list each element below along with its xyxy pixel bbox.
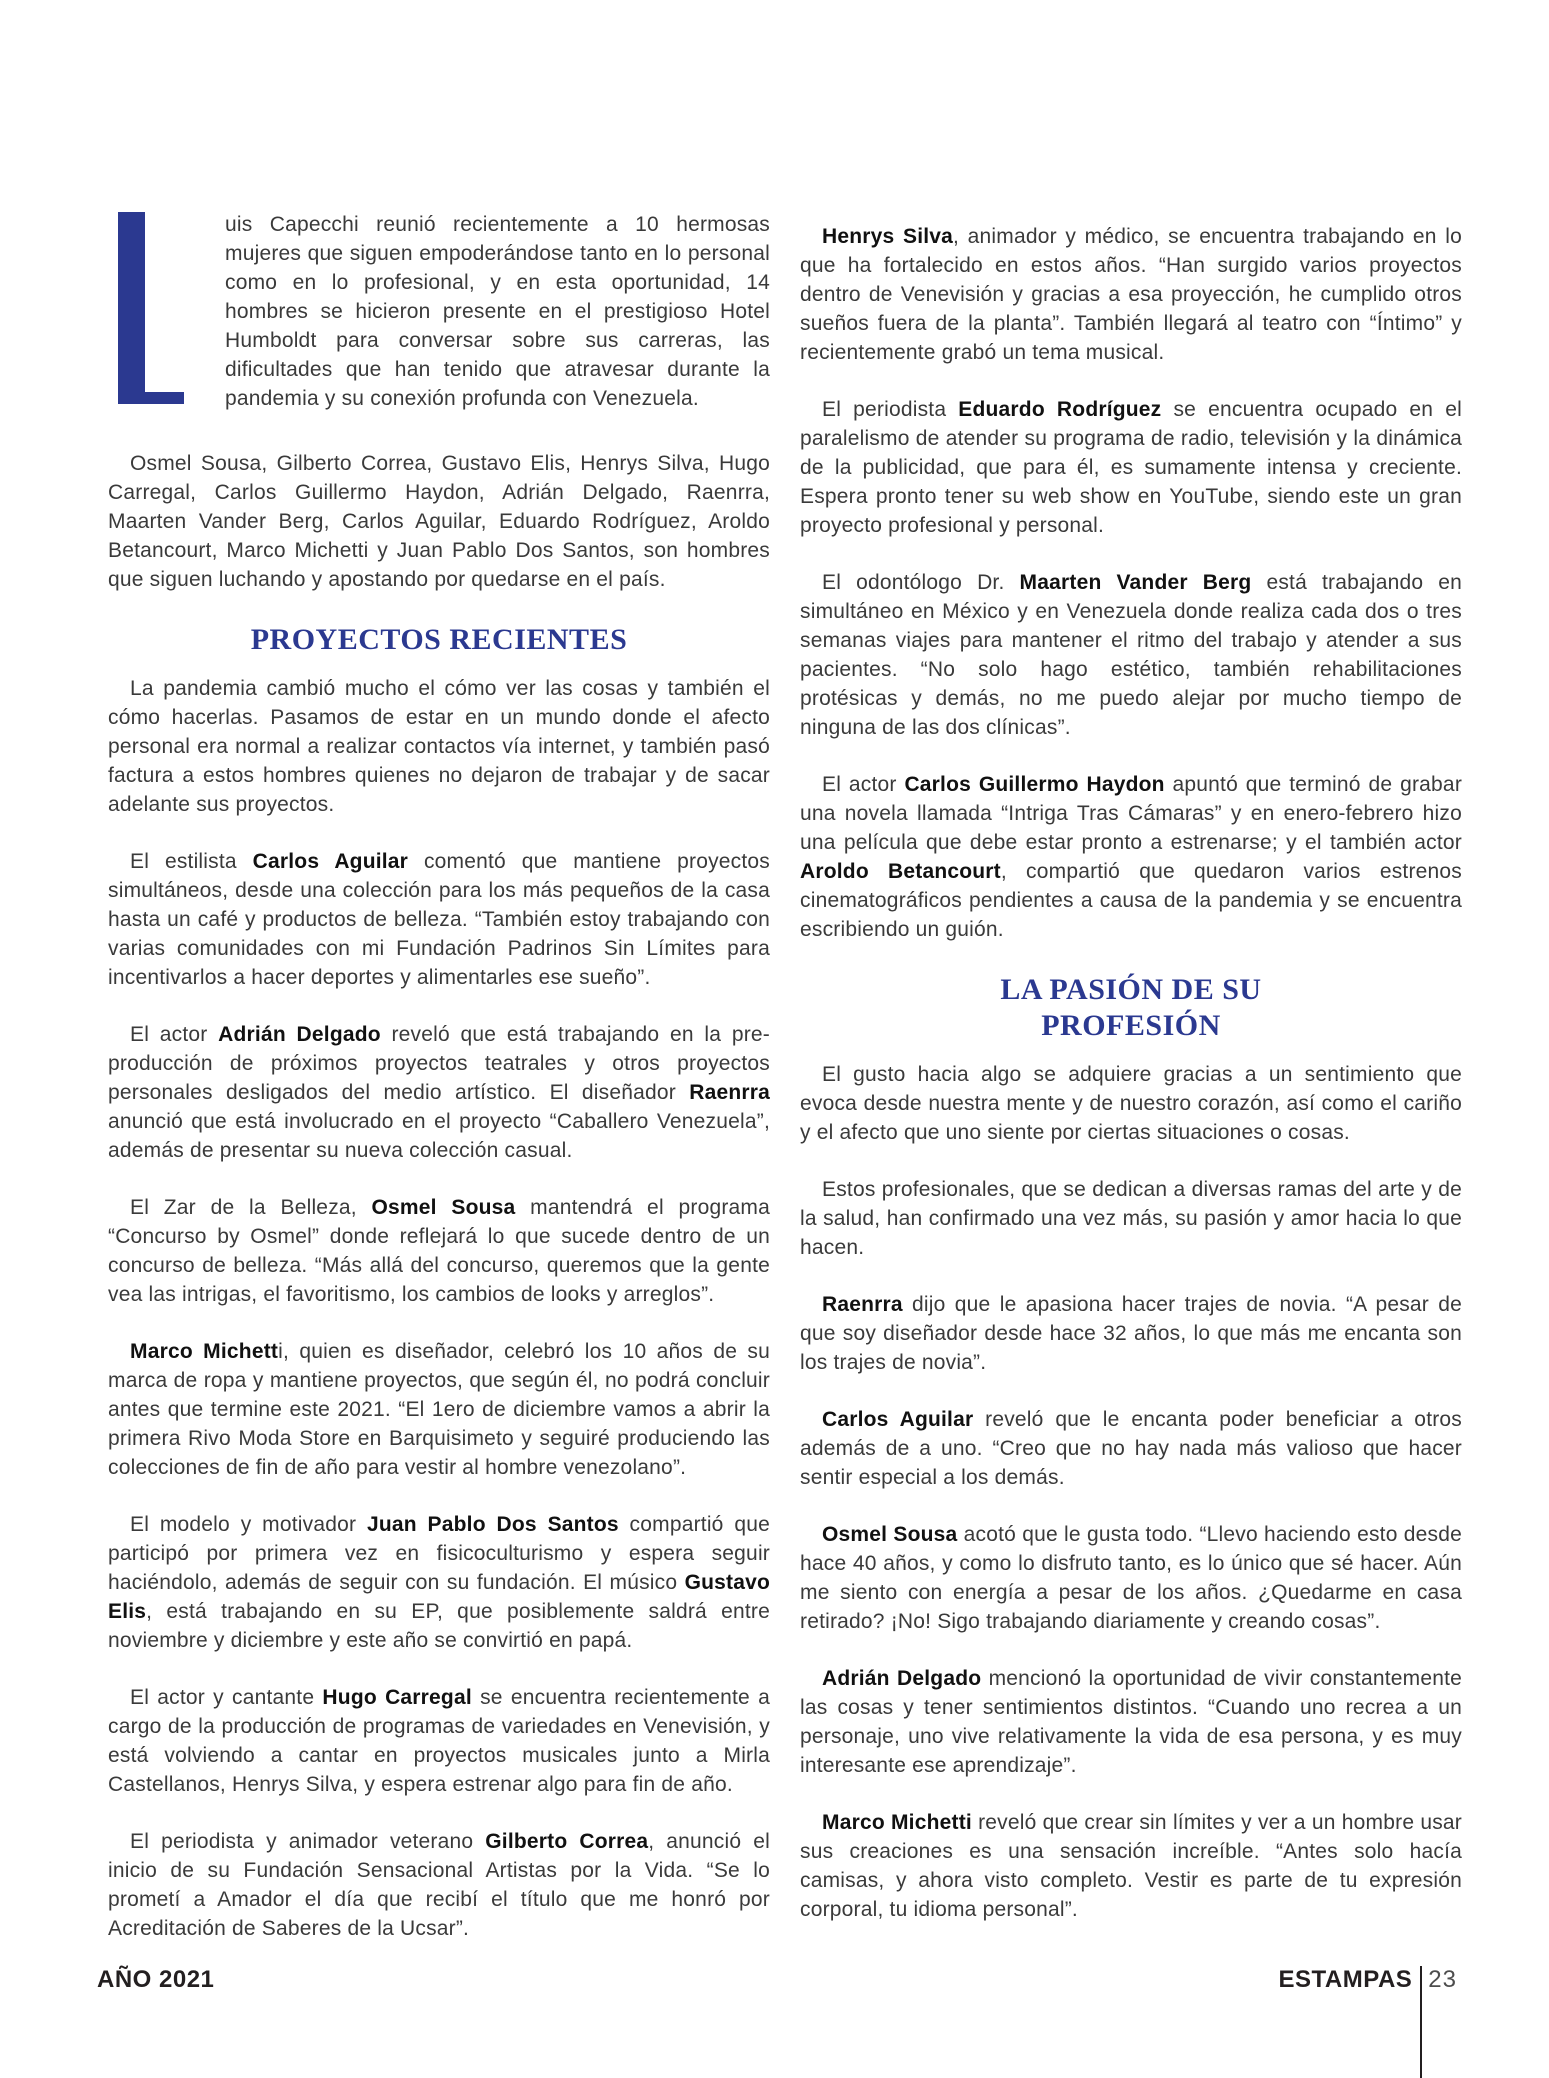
person-name: Raenrra — [822, 1293, 903, 1316]
person-name: Henrys Silva — [822, 225, 954, 248]
body-text: Osmel Sousa, Gilberto Correa, Gustavo Elis, Henrys Silva, Hugo Carregal, Carlos Guillermo Haydon, Adrián Delgado, Raenrra, Maarten Vander Berg, Carlos Aguilar, Eduardo Rodríguez, Aroldo Betancourt, Marco Michetti y Juan Pablo Dos Santos, son hombres que siguen luchando y apostando por quedarse en el país. — [108, 452, 770, 591]
body-text: comentó que mantiene proyectos simultáneos, desde una colección para los más pequeños de la casa hasta un café y productos de belleza. “También estoy trabajando con varias comunidades con mi Fundación Padrinos Sin Límites para incentivarlos a hacer deportes y alimentarles ese sueño”. — [108, 850, 770, 989]
paragraph — [800, 1664, 1462, 1780]
body-text: está trabajando en simultáneo en México y en Venezuela donde realiza cada dos o tres semanas viajes para mantener el ritmo del trabajo y atender a sus pacientes. “No solo hago estético, también rehabilitaciones protésicas y demás, no me puedo alejar por mucho tiempo de ninguna de las dos clínicas”. — [800, 571, 1463, 739]
person-name: Carlos Guillermo Haydon — [904, 773, 1165, 796]
body-text: El periodista — [822, 398, 959, 421]
paragraph — [800, 1175, 1462, 1262]
body-text: , anunció el inicio de su Fundación Sensacional Artistas por la Vida. “Se lo prometí a Amador el día que recibí el título que me honró por Acreditación de Saberes de la Ucsar”. — [108, 1830, 770, 1940]
body-text: reveló que le encanta poder beneficiar a otros además de a uno. “Creo que no hay nada más valioso que hacer sentir especial a los demás. — [800, 1408, 1462, 1489]
body-text: acotó que le gusta todo. “Llevo haciendo esto desde hace 40 años, y como lo disfruto tanto, es lo único que sé hacer. Aún me siento con energía a pesar de los años. ¿Quedarme en casa retirado? ¡No! Sigo trabajando diariamente y creando cosas”. — [800, 1523, 1462, 1633]
body-text: compartió que participó por primera vez en fisicoculturismo y espera seguir haciéndolo, además de seguir con su fundación. El músico — [108, 1513, 770, 1594]
body-text: El actor y cantante — [130, 1686, 323, 1709]
drop-cap-stem — [118, 212, 145, 404]
body-text: El actor — [130, 1023, 219, 1046]
person-name: Adrián Delgado — [822, 1667, 982, 1690]
paragraph — [108, 1337, 770, 1482]
body-text: uis Capecchi reunió recientemente a 10 hermosas mujeres que siguen empoderándose tanto en lo personal como en lo profesional, y en esta oportunidad, 14 hombres se hicieron presente en el prestigioso Hotel Humboldt para conversar sobre sus carreras, las dificultades que han tenido que atravesar durante la pandemia y su conexión profunda con Venezuela. — [225, 213, 770, 410]
footer-year-label: AÑO 2021 — [97, 1966, 215, 1993]
section-heading-line: LA PASIÓN DE SU — [1000, 973, 1262, 1006]
body-text: se encuentra ocupado en el paralelismo de atender su programa de radio, televisión y la dinámica de la publicidad, que para él, es sumamente intensa y creciente. Espera pronto tener su web show en YouTube, siendo este un gran proyecto profesional y personal. — [800, 398, 1462, 537]
left-column — [108, 210, 770, 1971]
section-heading-line: PROFESIÓN — [1041, 1009, 1221, 1042]
person-name: Hugo Carregal — [322, 1686, 472, 1709]
paragraph — [800, 568, 1462, 742]
right-column — [800, 222, 1462, 1952]
paragraph — [800, 1290, 1462, 1377]
paragraph — [800, 770, 1462, 944]
paragraph — [108, 674, 770, 819]
body-text: , animador y médico, se encuentra trabajando en lo que ha fortalecido en estos años. “Han surgido varios proyectos dentro de Venevisión y gracias a esa proyección, he cumplido otros sueños fuera de la planta”. También llegará al teatro con “Íntimo” y recientemente grabó un tema musical. — [800, 225, 1462, 364]
drop-cap-letter-L — [108, 210, 225, 413]
body-text: reveló que crear sin límites y ver a un hombre usar sus creaciones es una sensación increíble. “Antes solo hacía camisas, y ahora visto completo. Vestir es parte de tu expresión corporal, tu idioma personal”. — [800, 1811, 1462, 1921]
drop-cap-foot — [118, 392, 184, 404]
body-text: , compartió que quedaron varios estrenos cinematográficos pendientes a causa de la pandemia y se encuentra escribiendo un guión. — [800, 860, 1462, 941]
section-heading — [108, 622, 770, 658]
paragraph — [800, 395, 1462, 540]
person-name: Eduardo Rodríguez — [958, 398, 1162, 421]
body-text: El gusto hacia algo se adquiere gracias a un sentimiento que evoca desde nuestra mente y de nuestro corazón, así como el cariño y el afecto que uno siente por ciertas situaciones o cosas. — [800, 1063, 1462, 1144]
paragraph — [108, 1683, 770, 1799]
paragraph — [800, 1405, 1462, 1492]
footer-page-number: 23 — [1428, 1966, 1457, 1993]
body-text: anunció que está involucrado en el proyecto “Caballero Venezuela”, además de presentar su nueva colección casual. — [108, 1110, 770, 1162]
person-name: Gilberto Correa — [485, 1830, 649, 1853]
paragraph — [108, 1827, 770, 1943]
body-text: El Zar de la Belleza, — [130, 1196, 372, 1219]
body-text: se encuentra recientemente a cargo de la producción de programas de variedades en Venevisión, y está volviendo a cantar en proyectos musicales junto a Mirla Castellanos, Henrys Silva, y espera estrenar algo para fin de año. — [108, 1686, 771, 1796]
paragraph — [800, 1808, 1462, 1924]
person-name: Carlos Aguilar — [822, 1408, 974, 1431]
footer-magazine-name: ESTAMPAS — [1278, 1966, 1413, 1993]
body-text: Estos profesionales, que se dedican a diversas ramas del arte y de la salud, han confirmado una vez más, su pasión y amor hacia lo que hacen. — [800, 1178, 1462, 1259]
person-name: Aroldo Betancourt — [800, 860, 1001, 883]
lead-paragraph-row — [108, 210, 770, 413]
person-name: Marco Michett — [130, 1340, 279, 1363]
body-text: El actor — [822, 773, 905, 796]
paragraph — [800, 1520, 1462, 1636]
footer-right-group — [1279, 1966, 1458, 2078]
person-name: Maarten Vander Berg — [1019, 571, 1252, 594]
paragraph — [800, 1060, 1462, 1147]
person-name: Adrián Delgado — [218, 1023, 381, 1046]
person-name: Marco Michetti — [822, 1811, 972, 1834]
paragraph — [108, 1020, 770, 1165]
lead-paragraph — [225, 210, 770, 413]
paragraph — [108, 1510, 770, 1655]
body-text: mantendrá el programa “Concurso by Osmel” donde reflejará lo que sucede dentro de un concurso de belleza. “Más allá del concurso, queremos que la gente vea las intrigas, el favoritismo, los cambios de looks y arreglos”. — [108, 1196, 770, 1306]
person-name: Carlos Aguilar — [252, 850, 409, 873]
section-heading — [800, 972, 1462, 1044]
body-text: El periodista y animador veterano — [130, 1830, 486, 1853]
body-text: , está trabajando en su EP, que posiblemente saldrá entre noviembre y diciembre y este año se convirtió en papá. — [108, 1600, 770, 1652]
body-text: i, quien es diseñador, celebró los 10 años de su marca de ropa y mantiene proyectos, que según él, no podrá concluir antes que termine este 2021. “El 1ero de diciembre vamos a abrir la primera Rivo Moda Store en Barquisimeto y seguiré produciendo las colecciones de fin de año para vestir al hombre venezolano”. — [108, 1340, 770, 1479]
person-name: Raenrra — [689, 1081, 770, 1104]
person-name: Osmel Sousa — [822, 1523, 958, 1546]
person-name: Osmel Sousa — [371, 1196, 516, 1219]
section-heading-line: PROYECTOS RECIENTES — [250, 623, 628, 656]
person-name: Gustavo Elis — [108, 1571, 770, 1623]
body-text: reveló que está trabajando en la pre-producción de próximos proyectos teatrales y otros proyectos personales desligados del medio artístico. El diseñador — [108, 1023, 771, 1104]
paragraph — [108, 847, 770, 992]
body-text: El odontólogo Dr. — [822, 571, 1020, 594]
paragraph — [108, 449, 770, 594]
left-column-blocks — [108, 449, 770, 1943]
right-column-blocks — [800, 222, 1462, 1924]
body-text: apuntó que terminó de grabar una novela llamada “Intriga Tras Cámaras” y en enero-febrero hizo una película que debe estar pronto a estrenarse; y el también actor — [800, 773, 1463, 854]
body-text: dijo que le apasiona hacer trajes de novia. “A pesar de que soy diseñador desde hace 32 años, lo que más me encanta son los trajes de novia”. — [800, 1293, 1462, 1374]
footer-vertical-rule — [1420, 1966, 1422, 2078]
body-text: El modelo y motivador — [130, 1513, 367, 1536]
paragraph — [108, 1193, 770, 1309]
paragraph — [800, 222, 1462, 367]
body-text: El estilista — [130, 850, 253, 873]
body-text: mencionó la oportunidad de vivir constantemente las cosas y tener sentimientos distintos. “Cuando uno recrea a un personaje, uno vive relativamente la vida de esa persona, y es muy interesante ese aprendizaje”. — [800, 1667, 1462, 1777]
body-text: La pandemia cambió mucho el cómo ver las cosas y también el cómo hacerlas. Pasamos de estar en un mundo donde el afecto personal era normal a realizar contactos vía internet, y también pasó factura a estos hombres quienes no dejaron de trabajar y de sacar adelante sus proyectos. — [108, 677, 770, 816]
person-name: Juan Pablo Dos Santos — [366, 1513, 619, 1536]
